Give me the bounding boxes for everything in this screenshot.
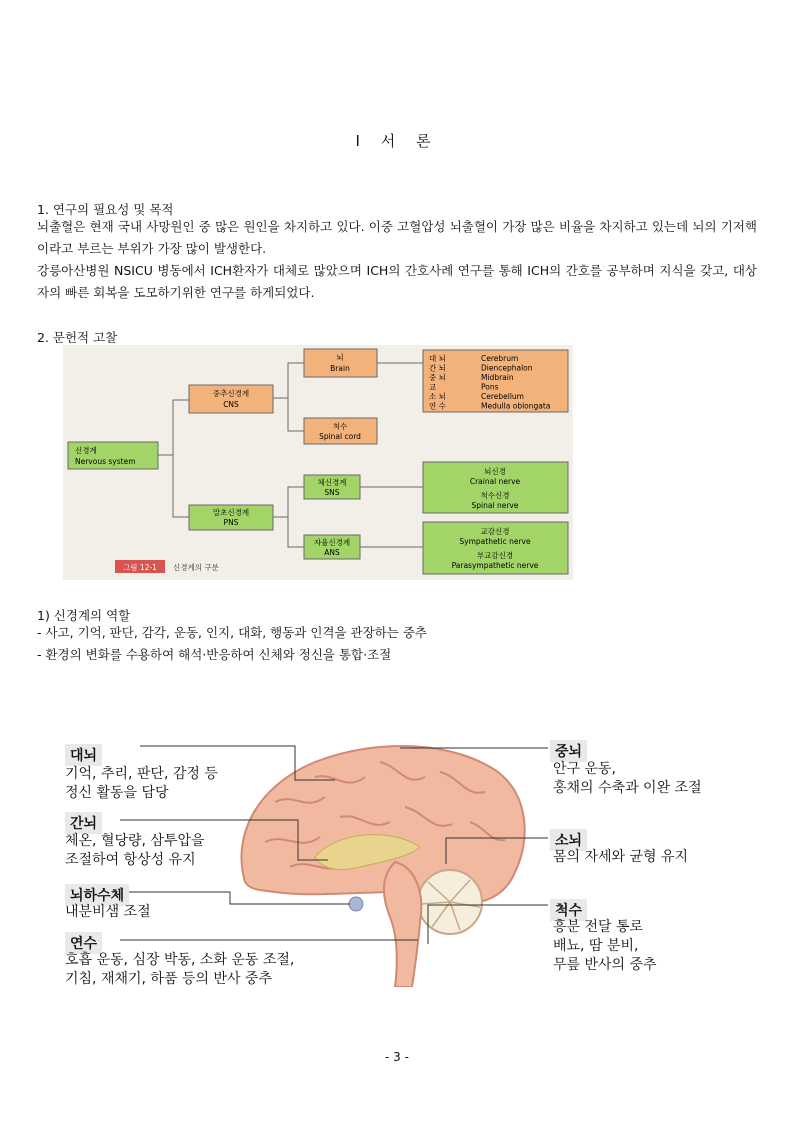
medulla-desc-line: 기침, 재채기, 하품 등의 반사 중추 xyxy=(65,971,272,987)
brain-part-ko: 중 뇌 xyxy=(429,373,446,382)
paragraph: 강릉아산병원 NSICU 병동에서 ICH환자가 대체로 많았으며 ICH의 간호사례 연구를 통해 ICH의 간호를 공부하며 지식을 갖고, 대상자의 빠른 회복을 도모하기위한 연구를 하게되었다. xyxy=(37,263,757,300)
page-title: Ⅰ 서 론 xyxy=(355,132,439,150)
midbrain-desc-line: 홍채의 수축과 이완 조절 xyxy=(553,780,702,796)
sns-en: SNS xyxy=(324,488,340,497)
brain-en: Brain xyxy=(330,364,350,373)
pns-ko: 말초신경계 xyxy=(212,508,250,517)
midbrain-title: 중뇌 xyxy=(550,740,587,762)
brain-part-en: Medulla oblongata xyxy=(481,401,551,411)
diencephalon-desc-line: 조절하여 항상성 유지 xyxy=(65,852,196,868)
brain-part-en: Cerebrum xyxy=(481,354,519,363)
pituitary-desc xyxy=(65,903,151,922)
cerebellum-desc-line: 몸의 자세와 균형 유지 xyxy=(553,849,689,865)
cerebrum-title: 대뇌 xyxy=(65,744,102,766)
spinal-desc-line: 무릎 반사의 중추 xyxy=(553,957,657,973)
spinal-desc-line: 배뇨, 땀 분비, xyxy=(553,938,639,954)
sns-ko: 체신경계 xyxy=(317,478,347,487)
diencephalon-desc-line: 체온, 혈당량, 삼투압을 xyxy=(65,833,205,849)
nervous-system-diagram xyxy=(63,345,573,580)
brain-part-en: Cerebellum xyxy=(481,392,524,401)
diencephalon-desc xyxy=(65,832,205,870)
cerebellum-desc xyxy=(553,848,688,867)
brainstem-region xyxy=(384,862,421,987)
sns-part-ko: 뇌신경 xyxy=(484,467,506,476)
spinal-cord-en: Spinal cord xyxy=(319,432,361,441)
ans-part-en: Parasympathetic nerve xyxy=(451,561,539,570)
bullet-item: - 환경의 변화를 수용하여 해석·반응하여 신체와 정신을 통합·조절 xyxy=(37,647,392,662)
bullet-item: - 사고, 기억, 판단, 감각, 운동, 인지, 대화, 행동과 인격을 관장하는 중추 xyxy=(37,625,427,640)
caption-text: 신경계의 구분 xyxy=(173,563,219,572)
cerebrum-desc-line: 기억, 추리, 판단, 감정 등 xyxy=(65,766,218,782)
medulla-desc xyxy=(65,951,294,989)
medulla-desc-line: 호흡 운동, 심장 박동, 소화 운동 조절, xyxy=(65,952,295,968)
role-bullets xyxy=(37,622,427,666)
midbrain-desc-line: 안구 운동, xyxy=(553,761,616,777)
brain-part-ko: 연 수 xyxy=(429,401,446,411)
spinal-cord-ko: 척수 xyxy=(332,422,348,431)
section-heading-role: 1) 신경계의 역할 xyxy=(37,608,131,623)
ans-ko: 자율신경계 xyxy=(313,538,351,547)
sns-part-en: Spinal nerve xyxy=(471,501,519,510)
spinal-desc xyxy=(553,918,657,975)
brain-ko: 뇌 xyxy=(336,353,344,362)
brain-part-en: Pons xyxy=(481,382,499,392)
cns-ko: 중추신경계 xyxy=(212,389,250,398)
pns-en: PNS xyxy=(223,518,239,527)
brain-part-en: Diencephalon xyxy=(481,363,533,373)
section-heading-need: 1. 연구의 필요성 및 목적 xyxy=(37,202,174,217)
page-number: - 3 - xyxy=(385,1050,409,1064)
section-body-need xyxy=(37,216,757,304)
spinal-title: 척수 xyxy=(550,899,587,921)
pituitary-title: 뇌하수체 xyxy=(65,884,129,906)
ans-part-en: Sympathetic nerve xyxy=(459,537,531,546)
pituitary-desc-line: 내분비샘 조절 xyxy=(65,904,151,920)
pituitary-region xyxy=(349,897,363,911)
ans-part-ko: 부교감신경 xyxy=(476,551,514,560)
brain-figure xyxy=(60,732,725,987)
ans-en: ANS xyxy=(324,548,340,557)
sns-part-ko: 척수신경 xyxy=(480,491,510,500)
cerebrum-desc xyxy=(65,765,218,803)
spinal-desc-line: 흥분 전달 통로 xyxy=(553,919,644,935)
brain-part-ko: 대 뇌 xyxy=(429,354,446,363)
section-heading-literature: 2. 문헌적 고찰 xyxy=(37,330,118,345)
paragraph: 뇌출혈은 현재 국내 사망원인 중 많은 원인을 차지하고 있다. 이중 고혈압성 뇌출혈이 가장 많은 비율을 차지하고 있는데 뇌의 기저핵이라고 부르는 부위가 가장 많이 발생한다. xyxy=(37,219,757,256)
ans-part-ko: 교감신경 xyxy=(480,527,510,536)
cns-en: CNS xyxy=(223,400,239,409)
brain-part-ko: 소 뇌 xyxy=(429,392,446,401)
nervous-system-ko: 신경계 xyxy=(75,446,97,455)
cerebellum-title: 소뇌 xyxy=(550,829,587,851)
caption-tag: 그림 12-1 xyxy=(123,563,157,572)
nervous-system-en: Nervous system xyxy=(75,457,136,466)
midbrain-desc xyxy=(553,760,702,798)
brain-part-ko: 간 뇌 xyxy=(429,363,446,373)
medulla-title: 연수 xyxy=(65,932,102,954)
diencephalon-title: 간뇌 xyxy=(65,812,102,834)
cerebrum-desc-line: 정신 활동을 담당 xyxy=(65,785,169,801)
brain-part-en: Midbrain xyxy=(481,373,514,382)
sns-part-en: Crainal nerve xyxy=(469,477,521,486)
brain-part-ko: 교 xyxy=(429,382,437,392)
